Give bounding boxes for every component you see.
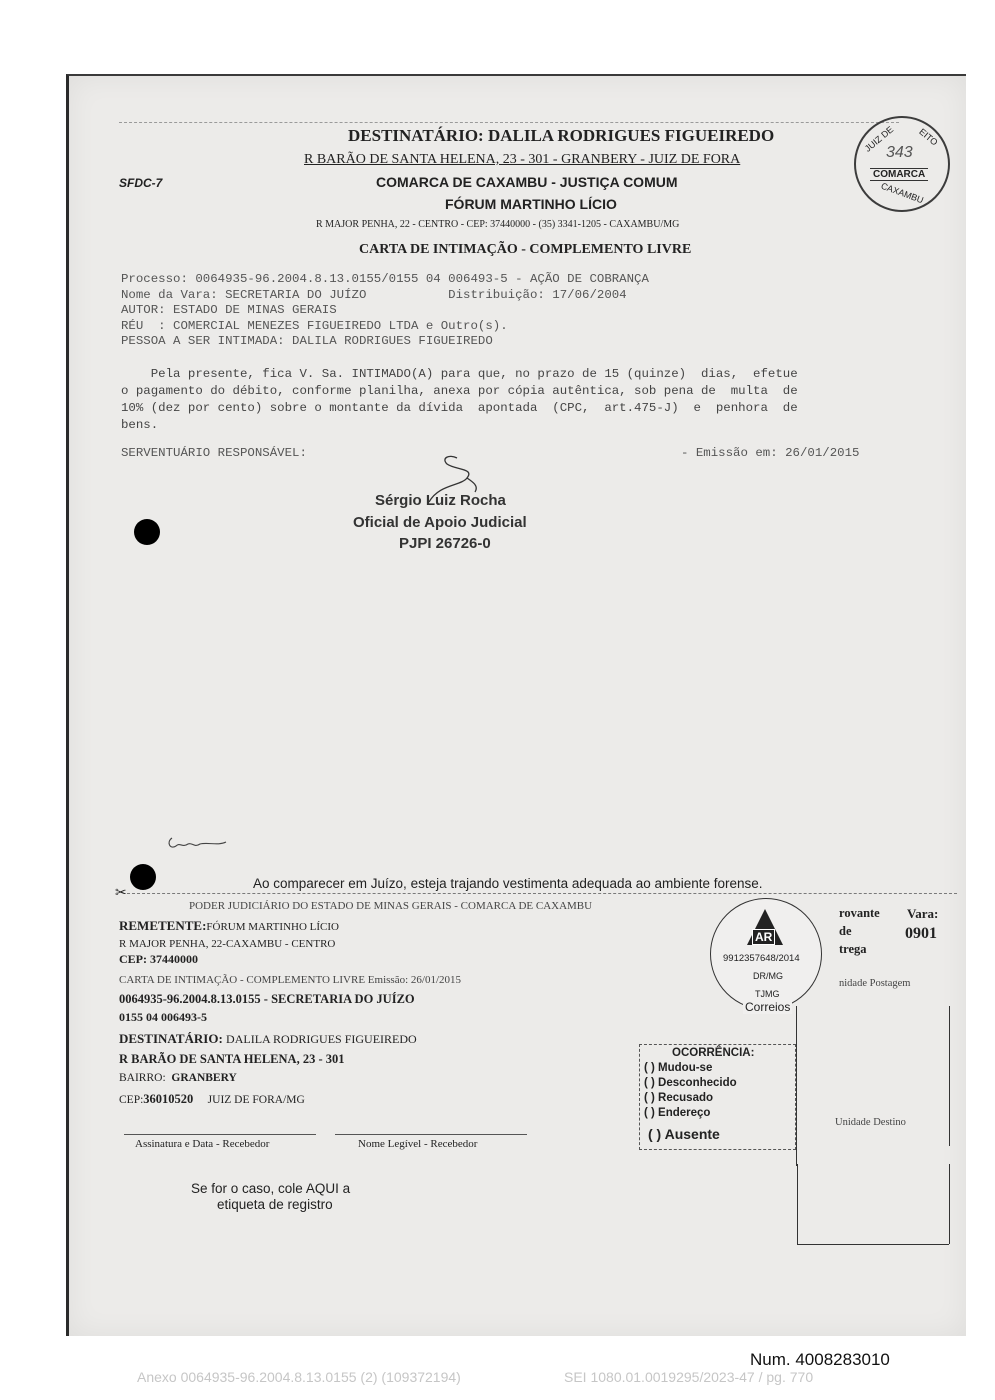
vara-label: Vara: <box>907 906 939 921</box>
legible-name-label: Nome Legível - Recebedor <box>358 1138 478 1150</box>
remetente-endereco: R MAJOR PENHA, 22-CAXAMBU - CENTRO <box>119 938 336 950</box>
cep2-value: 36010520 <box>143 1092 194 1106</box>
signature-date-label: Assinatura e Data - Recebedor <box>135 1138 270 1150</box>
stamp-comarca: COMARCA <box>870 168 928 181</box>
cidade-value: JUIZ DE FORA/MG <box>207 1094 305 1106</box>
stub-processo-2: 0155 04 006493-5 <box>119 1010 207 1024</box>
ocorrencia-recusado[interactable]: ( ) Recusado <box>644 1092 714 1104</box>
stub-bairro-row <box>119 1072 237 1084</box>
signature-line <box>124 1134 316 1135</box>
body-line: o pagamento do débito, conforme planilha, anexa por cópia autêntica, sob pena de multa de <box>121 384 798 398</box>
unidade-postagem: nidade Postagem <box>839 978 911 989</box>
top-divider <box>119 122 899 123</box>
stamp-bottom-text: CAXAMBU <box>879 180 925 206</box>
label-box-bottom-edge <box>797 1244 949 1245</box>
stub-dest-endereco: R BARÃO DE SANTA HELENA, 23 - 301 <box>119 1052 345 1066</box>
header-destinatario: DESTINATÁRIO: DALILA RODRIGUES FIGUEIREDO <box>348 126 775 145</box>
document-number: Num. 4008283010 <box>750 1350 890 1369</box>
ar-number: 9912357648/2014 <box>723 953 800 964</box>
pessoa-line: PESSOA A SER INTIMADA: DALILA RODRIGUES FIGUEIREDO <box>121 334 493 348</box>
ocorrencia-title: OCORRÊNCIA: <box>672 1047 755 1059</box>
remetente-label: REMETENTE: <box>119 918 207 933</box>
form-code: SFDC-7 <box>119 176 163 190</box>
stub-cep-row <box>119 1092 305 1107</box>
header-forum-endereco: R MAJOR PENHA, 22 - CENTRO - CEP: 37440000 - (35) 3341-1205 - CAXAMBU/MG <box>316 219 680 230</box>
header-forum: FÓRUM MARTINHO LÍCIO <box>445 196 617 212</box>
vara-line: Nome da Vara: SECRETARIA DO JUÍZO Distribuição: 17/06/2004 <box>121 287 627 302</box>
entrega-label: trega <box>839 942 867 956</box>
scissors-icon: ✂ <box>115 884 127 900</box>
handwritten-initials <box>164 828 234 854</box>
label-box-left-edge <box>797 1164 798 1244</box>
body-line: Pela presente, fica V. Sa. INTIMADO(A) para que, no prazo de 15 (quinze) dias, efetue <box>121 367 798 381</box>
official-registration: PJPI 26726-0 <box>399 535 491 552</box>
scanned-page <box>66 74 966 1336</box>
punch-hole <box>130 864 156 890</box>
poder-judiciario: PODER JUDICIÁRIO DO ESTADO DE MINAS GERAIS - COMARCA DE CAXAMBU <box>189 900 593 912</box>
stamp-top-text: JUIZ DE <box>862 124 896 154</box>
document-title: CARTA DE INTIMAÇÃO - COMPLEMENTO LIVRE <box>359 242 692 257</box>
unidade-destino: Unidade Destino <box>835 1117 906 1128</box>
ar-correios: Correios <box>745 1000 791 1014</box>
autor-line: AUTOR: ESTADO DE MINAS GERAIS <box>121 303 337 317</box>
court-stamp <box>854 116 950 212</box>
stub-dest-value: DALILA RODRIGUES FIGUEIREDO <box>226 1032 417 1046</box>
label-instruction-2: etiqueta de registro <box>217 1197 333 1212</box>
ar-dr: DR/MG <box>753 971 783 981</box>
name-line <box>335 1134 527 1135</box>
serventuario-label: SERVENTUÁRIO RESPONSÁVEL: <box>121 446 307 460</box>
vara-number: 0901 <box>905 925 937 942</box>
official-role: Oficial de Apoio Judicial <box>353 514 527 531</box>
ocorrencia-mudou[interactable]: ( ) Mudou-se <box>644 1062 713 1074</box>
dress-code-notice: Ao comparecer em Juízo, esteja trajando vestimenta adequada ao ambiente forense. <box>253 876 763 891</box>
punch-hole <box>134 519 160 545</box>
cep2-label: CEP: <box>119 1094 144 1106</box>
ar-tj: TJMG <box>755 989 780 999</box>
bairro-value: GRANBERY <box>171 1072 237 1084</box>
stamp-top-right-text: EITO <box>917 126 940 148</box>
reu-line: RÉU : COMERCIAL MENEZES FIGUEIREDO LTDA e Outro(s). <box>121 318 508 333</box>
body-line: bens. <box>121 418 159 432</box>
ocorrencia-ausente[interactable]: ( ) Ausente <box>648 1126 720 1142</box>
cep-value: 37440000 <box>150 952 198 966</box>
remetente-row <box>119 918 339 934</box>
ocorrencia-endereco[interactable]: ( ) Endereço <box>644 1107 711 1119</box>
remetente-value: FÓRUM MARTINHO LÍCIO <box>206 921 339 933</box>
cut-line <box>127 893 957 894</box>
comprovante-label: rovante <box>839 906 880 920</box>
stamp-number: 343 <box>886 144 913 161</box>
label-box-right-edge <box>949 1164 950 1244</box>
official-name: Sérgio Luiz Rocha <box>375 492 506 509</box>
process-info <box>121 272 649 350</box>
cep-label: CEP: <box>119 952 147 966</box>
right-box-left-edge <box>796 1006 797 1166</box>
bairro-label: BAIRRO: <box>119 1072 166 1084</box>
ar-correios-stamp <box>710 898 822 1014</box>
sei-reference: SEI 1080.01.0019295/2023-47 / pg. 770 <box>564 1369 814 1385</box>
de-label: de <box>839 924 852 938</box>
intimation-body <box>121 366 798 434</box>
header-endereco: R BARÃO DE SANTA HELENA, 23 - 301 - GRANBERY - JUIZ DE FORA <box>304 152 741 167</box>
emission-date: - Emissão em: 26/01/2015 <box>681 446 860 460</box>
stub-processo: 0064935-96.2004.8.13.0155 - SECRETARIA DO JUÍZO <box>119 992 415 1006</box>
ocorrencia-desconhecido[interactable]: ( ) Desconhecido <box>644 1077 737 1089</box>
process-line: Processo: 0064935-96.2004.8.13.0155/0155 04 006493-5 - AÇÃO DE COBRANÇA <box>121 272 649 286</box>
carta-emissao: CARTA DE INTIMAÇÃO - COMPLEMENTO LIVRE Emissão: 26/01/2015 <box>119 974 461 986</box>
header-comarca: COMARCA DE CAXAMBU - JUSTIÇA COMUM <box>376 174 678 190</box>
remetente-cep-row <box>119 952 198 967</box>
annex-reference: Anexo 0064935-96.2004.8.13.0155 (2) (109372194) <box>137 1369 461 1385</box>
stub-dest-label: DESTINATÁRIO: <box>119 1031 223 1046</box>
stub-destinatario-row <box>119 1031 417 1047</box>
ar-logo-text: AR <box>752 929 775 945</box>
right-box-right-edge <box>949 1006 950 1146</box>
ocorrencia-box <box>639 1044 796 1150</box>
label-instruction-1: Se for o caso, cole AQUI a <box>191 1181 351 1196</box>
body-line: 10% (dez por cento) sobre o montante da dívida apontada (CPC, art.475-J) e penhora de <box>121 401 798 415</box>
